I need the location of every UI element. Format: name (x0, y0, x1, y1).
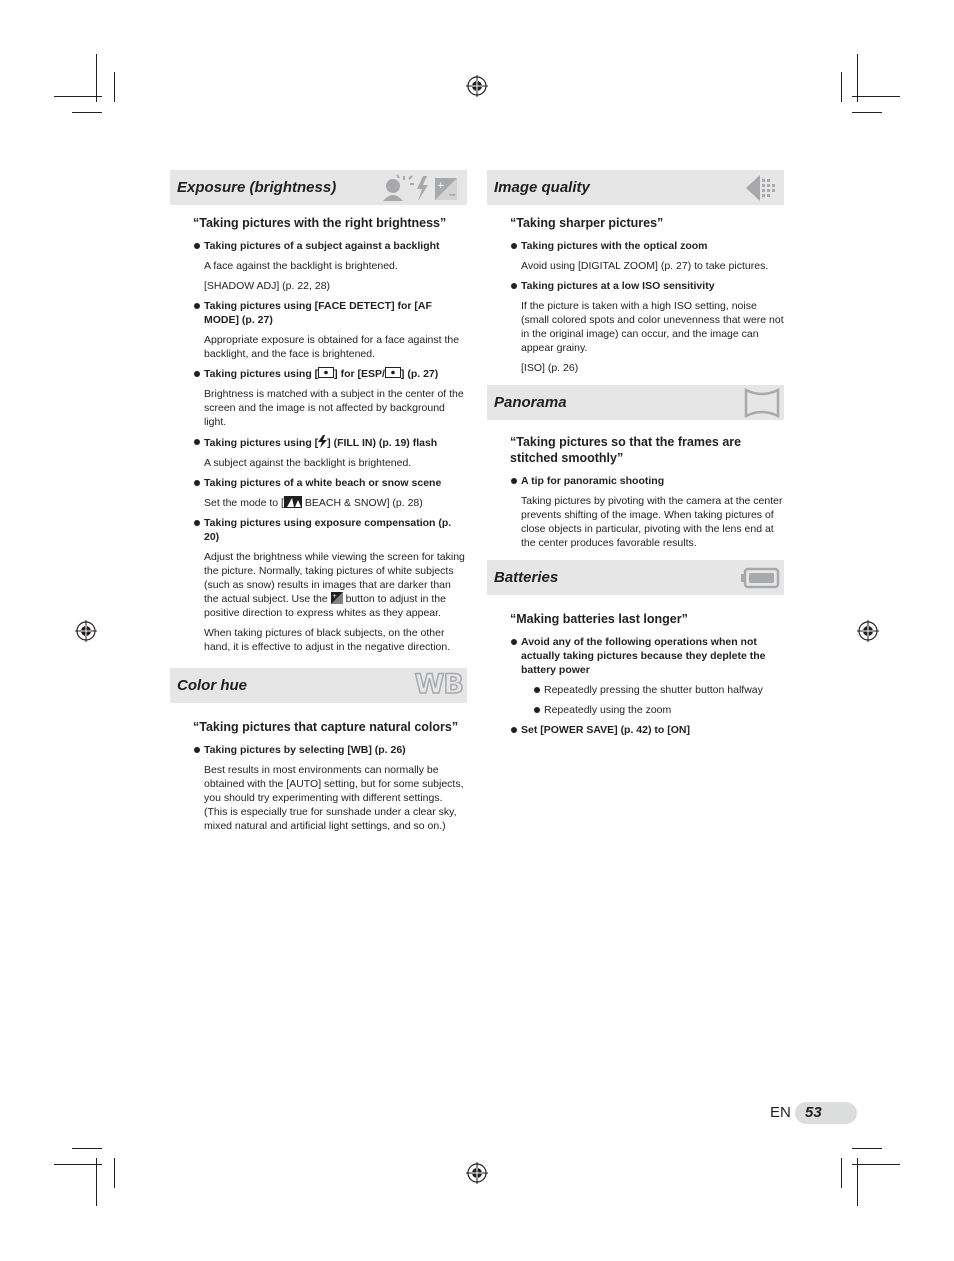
text-fragment: ] (p. 27) (400, 368, 439, 380)
exposure-icons (381, 173, 463, 203)
body-text: A subject against the backlight is brightened. (204, 457, 412, 469)
bullet-item: Taking pictures with the optical zoom (521, 239, 784, 253)
text-fragment: ] for [ESP/ (334, 368, 385, 380)
text-fragment: Adjust the brightness while viewing the screen for taking the picture. Normally, taking pictures of white subjects (such as snow) results in images that are darker than the actual subject. Use the (204, 551, 465, 605)
body-text: Brightness is matched with a subject in the center of the screen and the image is not affected by background light. (204, 388, 464, 428)
sub-bullet-item: Repeatedly pressing the shutter button halfway (544, 683, 784, 697)
crop-mark (841, 72, 842, 102)
crop-mark (96, 54, 97, 102)
registration-mark-icon (857, 620, 879, 642)
body-text: Taking pictures by pivoting with the camera at the center prevents shifting of the image. When taking pictures of close objects in particular, pivoting with the lens end at the center produces favorable results. (521, 495, 783, 549)
section-title: Color hue (177, 677, 247, 694)
bullet-item: Taking pictures by selecting [WB] (p. 26) (204, 743, 467, 757)
crop-mark (72, 112, 102, 113)
registration-mark-icon (466, 75, 488, 97)
body-text: Appropriate exposure is obtained for a face against the backlight, and the face is brightened. (204, 334, 460, 360)
bullet-item: Taking pictures of a white beach or snow scene (204, 476, 467, 490)
text-fragment: BEACH & SNOW] (p. 28) (301, 497, 423, 509)
registration-mark-icon (75, 620, 97, 642)
crop-mark (114, 1158, 115, 1188)
svg-text:+: + (437, 181, 445, 191)
crop-mark (114, 72, 115, 102)
text-fragment: button to adjust in the positive direction to express whites as they appear. (204, 593, 446, 619)
exposure-section (170, 170, 467, 654)
section-subheading: “Taking pictures that capture natural colors” (193, 720, 459, 734)
crop-mark (852, 96, 900, 97)
body-text: When taking pictures of black subjects, on the other hand, it is effective to adjust in the negative direction. (204, 627, 451, 653)
body-text: [SHADOW ADJ] (p. 22, 28) (204, 280, 331, 292)
section-subheading: “Taking pictures with the right brightness” (193, 216, 447, 230)
crop-mark (72, 1148, 102, 1149)
body-text: Best results in most environments can normally be obtained with the [AUTO] setting, but for some subjects, you should try experimenting with different settings. (This is especially true for sunshade under a clear sky, mixed natural and artificial light settings, and so on.) (204, 764, 464, 832)
crop-mark (857, 1158, 858, 1206)
spot-metering-icon (318, 367, 334, 378)
svg-text:+: + (331, 593, 337, 600)
crop-mark (841, 1158, 842, 1188)
beach-snow-icon (284, 496, 302, 508)
body-text (204, 550, 467, 620)
crop-mark (54, 96, 102, 97)
section-title: Panorama (494, 394, 567, 411)
bullet-item (204, 367, 467, 381)
svg-text:−: − (448, 190, 457, 201)
section-header (170, 668, 467, 703)
image-quality-section (487, 170, 784, 375)
section-header (487, 560, 784, 595)
text-fragment: Taking pictures using [ (204, 437, 319, 449)
bullet-item: Avoid any of the following operations when not actually taking pictures because they deplete the battery power (521, 635, 784, 677)
bullet-item (204, 435, 467, 450)
panorama-section (487, 385, 784, 550)
body-text: [ISO] (p. 26) (521, 362, 579, 374)
section-subheading: “Taking pictures so that the frames are stitched smoothly” (510, 435, 742, 465)
section-title: Exposure (brightness) (177, 179, 337, 196)
batteries-section (487, 560, 784, 737)
bullet-item: Taking pictures using exposure compensation (p. 20) (204, 516, 467, 544)
crop-mark (96, 1158, 97, 1206)
bullet-item: A tip for panoramic shooting (521, 474, 784, 488)
section-subheading: “Taking sharper pictures” (510, 216, 664, 230)
wb-icon: WB (414, 669, 463, 700)
sub-bullet-item: Repeatedly using the zoom (544, 703, 784, 717)
left-column (170, 170, 467, 843)
section-header (487, 170, 784, 205)
image-quality-icon (744, 173, 780, 203)
crop-mark (852, 1148, 882, 1149)
fill-flash-icon (318, 435, 327, 448)
registration-mark-icon (466, 1162, 488, 1184)
body-text: A face against the backlight is brightened. (204, 260, 398, 272)
color-hue-section (170, 668, 467, 833)
section-title: Image quality (494, 179, 590, 196)
page-number: 53 (805, 1104, 822, 1121)
body-text (204, 496, 467, 510)
body-text: If the picture is taken with a high ISO setting, noise (small colored spots and color unevenness that were not in the original image) can occur, and the image can appear grainy. (521, 300, 784, 354)
page-number-badge (795, 1102, 857, 1124)
bullet-item: Set [POWER SAVE] (p. 42) to [ON] (521, 723, 784, 737)
crop-mark (852, 1164, 900, 1165)
section-title: Batteries (494, 569, 559, 586)
section-header (487, 385, 784, 420)
battery-icon (740, 563, 780, 593)
bullet-item: Taking pictures of a subject against a backlight (204, 239, 467, 253)
section-header (170, 170, 467, 205)
text-fragment: Taking pictures using [ (204, 368, 319, 380)
crop-mark (857, 54, 858, 102)
language-code: EN (770, 1104, 791, 1121)
spot-metering-icon (385, 367, 401, 378)
text-fragment: Set the mode to [ (204, 497, 284, 509)
crop-mark (54, 1164, 102, 1165)
panorama-icon (744, 388, 780, 418)
right-column (487, 170, 784, 747)
bullet-item: Taking pictures at a low ISO sensitivity (521, 279, 784, 293)
exposure-compensation-icon (331, 592, 343, 604)
body-text: Avoid using [DIGITAL ZOOM] (p. 27) to take pictures. (521, 260, 769, 272)
section-subheading: “Making batteries last longer” (510, 612, 688, 626)
crop-mark (852, 112, 882, 113)
bullet-item: Taking pictures using [FACE DETECT] for [AF MODE] (p. 27) (204, 299, 467, 327)
text-fragment: ] (FILL IN) (p. 19) flash (327, 437, 438, 449)
